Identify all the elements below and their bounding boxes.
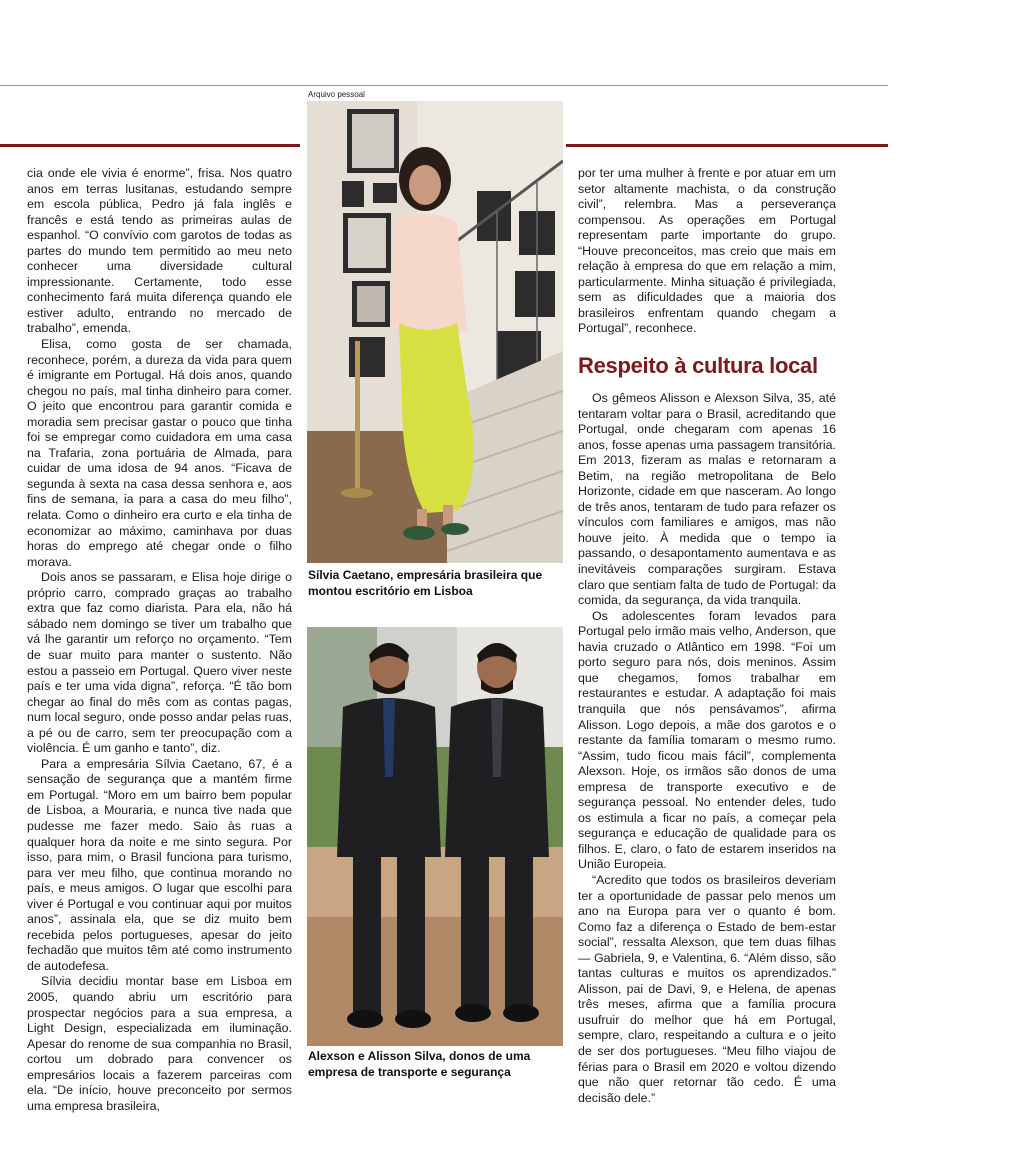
- paragraph: “Acredito que todos os brasileiros deveriam ter a oportunidade de passar pelo menos um ano na Europa para ver o quanto é bom. Como faz a diferença o Estado de bem-estar social”, ressalta Alexson, que tem duas filhas — Gabriela, 9, e Valentina, 6. “Além disso, são tantas culturas e muitos os aprendizados.” Alisson, pai de Davi, 9, e Helena, de apenas três meses, afirma que a família procura usufruir do melhor que há em Portugal, sempre, claro, respeitando a cultura e o jeito de ser dos portugueses. “Meu filho viajou de férias para o Brasil em 2020 e voltou dizendo que não quer retornar tão cedo. É uma decisão dele.”: [578, 872, 836, 1105]
- photo-caption-silvia: Sílvia Caetano, empresária brasileira que montou escritório em Lisboa: [308, 568, 543, 598]
- top-rule: [0, 85, 888, 86]
- article-column-left: [27, 166, 292, 1114]
- photo-silvia-caetano-image: [307, 101, 563, 563]
- paragraph: Os gêmeos Alisson e Alexson Silva, 35, até tentaram voltar para o Brasil, acreditando que Portugal, onde chegaram com apenas 16 anos, fosse apenas uma passagem transitória. Em 2013, fizeram as malas e retornaram a Betim, na região metropolitana de Belo Horizonte, cidade em que nasceram. Ao longo de três anos, tentaram de tudo para refazer os vínculos com familiares e amigos, mas não houve jeito. À medida que o tempo ia passando, o desapontamento aumentava e as inevitáveis comparações surgiram. Estava claro que sentiam falta de tudo de Portugal: da comida, da segurança, da vida tranquila.: [578, 391, 836, 608]
- photo-silvia-caetano: [307, 101, 563, 563]
- photo-alexson-alisson: [307, 627, 563, 1046]
- paragraph: cia onde ele vivia é enorme”, frisa. Nos quatro anos em terras lusitanas, estudando sempre em escola pública, Pedro já fala inglês e francês e está tendo as primeiras aulas de espanhol. “O convívio com garotos de todas as partes do mundo tem permitido ao meu neto conhecer uma diversidade cultural impressionante. Certamente, todo esse conhecimento fará muita diferença quando ele estiver adulto, entrando no mercado de trabalho”, emenda.: [27, 166, 292, 336]
- section-rule-left: [0, 144, 300, 147]
- photo-caption-twins: Alexson e Alisson Silva, donos de uma empresa de transporte e segurança: [308, 1049, 531, 1079]
- section-rule-right: [566, 144, 888, 147]
- paragraph: Para a empresária Sílvia Caetano, 67, é a sensação de segurança que a mantém firme em Portugal. “Moro em um bairro bem popular de Lisboa, a Mouraria, e nunca tive nada que pudesse me fazer medo. Saio às ruas a qualquer hora da noite e me sinto segura. Por isso, para mim, o Brasil funciona para turismo, para ver meu filho, que continua morando no país, e meus amigos. O lugar que escolhi para viver é Portugal e vou continuar aqui por muitos anos”, assinala ela, que se diz muito bem recebida pelos portugueses, apesar do jeito fechadão que muitos têm até como instrumento de autodefesa.: [27, 756, 292, 973]
- article-column-right: [578, 166, 836, 1106]
- paragraph: Elisa, como gosta de ser chamada, reconhece, porém, a dureza da vida para quem é imigrante em Portugal. Há dois anos, quando chegou no país, mal tinha dinheiro para comer. O jeito que encontrou para garantir comida e moradia sem precisar gastar o pouco que tinha foi se empregar como cuidadora em uma casa na Trafaria, zona portuária de Almada, para cuidar de uma idosa de 94 anos. “Ficava de segunda à sexta na casa dessa senhora e, aos fins de semana, ia para a casa do meu filho”, relata. Como o dinheiro era curto e ela tinha de economizar ao máximo, caminhava por duas horas do emprego até chegar onde o filho morava.: [27, 337, 292, 569]
- paragraph: Sílvia decidiu montar base em Lisboa em 2005, quando abriu um escritório para prospectar negócios para a sua empresa, a Light Design, especializada em iluminação. Apesar do renome de sua companhia no Brasil, cortou um dobrado para convencer os empresários locais a fazerem parceiras com ela. “De início, houve preconceito por sermos uma empresa brasileira,: [27, 974, 292, 1113]
- paragraph: Os adolescentes foram levados para Portugal pelo irmão mais velho, Anderson, que havia cruzado o Atlântico em 1998. “Foi um porto seguro para nós, dois meninos. Assim que chegamos, fomos trabalhar em restaurantes e estudar. A adaptação foi mais tranquila que nós pensávamos”, afirma Alisson. Logo depois, a mãe dos garotos e o restante da família tomaram o mesmo rumo. “Assim, tudo ficou mais fácil”, complementa Alexson. Hoje, os irmãos são donos de uma empresa de transporte executivo e de segurança pessoal. No entender deles, tudo os estimula a ficar no país, a começar pela segurança e educação de qualidade para os filhos. E, claro, o fato de estarem inseridos na União Europeia.: [578, 608, 836, 872]
- paragraph: por ter uma mulher à frente e por atuar em um setor altamente machista, o da construção civil”, relembra. Mas a perseverança compensou. As operações em Portugal representam parte importante do grupo. “Houve preconceitos, mas creio que mais em relação à empresa do que em relação a mim, particularmente. Minha situação é privilegiada, sem as dificuldades que a maioria dos brasileiros enfrentam quando chegam a Portugal”, reconhece.: [578, 166, 836, 336]
- photo-credit: Arquivo pessoal: [308, 90, 365, 99]
- section-headline: Respeito à cultura local: [578, 353, 818, 379]
- photo-alexson-alisson-image: [307, 627, 563, 1046]
- paragraph: Dois anos se passaram, e Elisa hoje dirige o próprio carro, comprado graças ao trabalho extra que faz como diarista. Para ela, não há sábado nem domingo se tiver um trabalho que vá lhe garantir um reforço no orçamento. “Tem de suar muito para manter o sustento. Não estou a passeio em Portugal. Quero viver neste país e ter uma vida digna”, reforça. “É tão bom chegar ao final do mês com as contas pagas, num local seguro, onde posso andar pelas ruas, a pé ou de carro, sem ter preocupação com a violência. É um ganho e tanto”, diz.: [27, 570, 292, 756]
